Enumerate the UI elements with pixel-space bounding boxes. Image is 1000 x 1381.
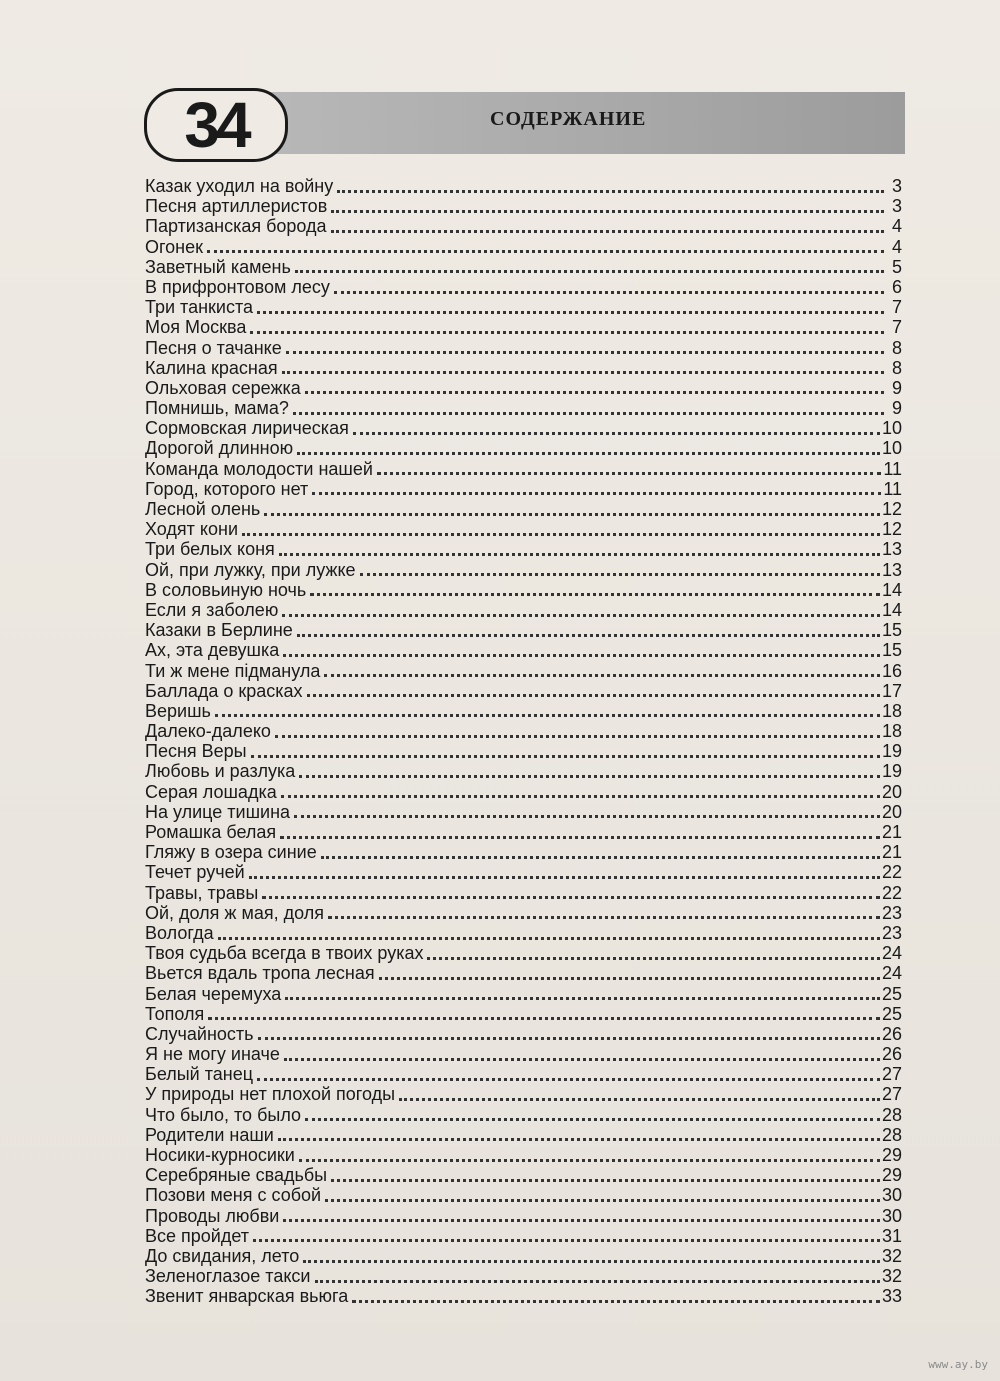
toc-entry bbox=[145, 1084, 902, 1104]
dot-leader bbox=[208, 1013, 880, 1020]
dot-leader bbox=[331, 1175, 880, 1182]
toc-entry-page: 13 bbox=[881, 539, 902, 560]
page-number-badge: 34 bbox=[144, 88, 288, 162]
dot-leader bbox=[352, 1296, 880, 1303]
toc-entry-page: 24 bbox=[881, 963, 902, 984]
toc-entry-title: Позови меня с собой bbox=[145, 1185, 322, 1206]
toc-entry bbox=[145, 600, 902, 620]
toc-entry bbox=[145, 1125, 902, 1145]
toc-entry bbox=[145, 1165, 902, 1185]
dot-leader bbox=[251, 751, 880, 758]
toc-entry bbox=[145, 216, 902, 236]
toc-entry-page: 28 bbox=[881, 1124, 902, 1145]
dot-leader bbox=[305, 387, 884, 394]
toc-entry bbox=[145, 519, 902, 539]
toc-entry-title: Вологда bbox=[145, 922, 214, 943]
toc-entry bbox=[145, 398, 902, 418]
toc-entry-page: 14 bbox=[881, 579, 902, 600]
dot-leader bbox=[293, 408, 884, 415]
toc-entry-page: 29 bbox=[881, 1145, 902, 1165]
toc-entry-page: 30 bbox=[881, 1185, 902, 1206]
toc-entry-page: 15 bbox=[881, 640, 902, 661]
toc-entry-title: Серебряные свадьбы bbox=[145, 1165, 328, 1186]
toc-entry-page: 9 bbox=[891, 377, 902, 398]
dot-leader bbox=[377, 468, 881, 475]
toc-entry bbox=[145, 378, 902, 398]
toc-entry-page: 27 bbox=[881, 1064, 902, 1085]
toc-entry-title: До свидания, лето bbox=[145, 1245, 300, 1266]
toc-entry-page: 12 bbox=[881, 519, 902, 540]
dot-leader bbox=[280, 832, 880, 839]
toc-entry bbox=[145, 1226, 902, 1246]
toc-entry-title: Случайность bbox=[145, 1023, 254, 1044]
dot-leader bbox=[297, 630, 880, 637]
dot-leader bbox=[278, 1134, 880, 1141]
toc-entry bbox=[145, 338, 902, 358]
toc-entry-page: 26 bbox=[881, 1044, 902, 1065]
toc-entry-title: Сормовская лирическая bbox=[145, 418, 349, 439]
dot-leader bbox=[218, 933, 880, 940]
toc-entry-page: 13 bbox=[881, 559, 902, 580]
table-of-contents bbox=[145, 176, 902, 1307]
toc-entry-title: Течет ручей bbox=[145, 862, 245, 883]
toc-entry bbox=[145, 1185, 902, 1205]
toc-entry bbox=[145, 963, 902, 983]
toc-entry-page: 18 bbox=[881, 721, 902, 742]
toc-entry bbox=[145, 721, 902, 741]
toc-entry bbox=[145, 317, 902, 337]
toc-entry bbox=[145, 176, 902, 196]
toc-entry-title: Ольховая сережка bbox=[145, 377, 301, 398]
toc-entry-page: 21 bbox=[881, 822, 902, 842]
page-title: СОДЕРЖАНИЕ bbox=[490, 108, 647, 130]
toc-entry-page: 16 bbox=[881, 660, 902, 681]
toc-entry-title: Баллада о красках bbox=[145, 680, 303, 701]
toc-entry-page: 15 bbox=[881, 620, 902, 641]
toc-entry bbox=[145, 1286, 902, 1306]
toc-entry-page: 28 bbox=[881, 1104, 902, 1125]
toc-entry-title: Зеленоглазое такси bbox=[145, 1266, 311, 1287]
toc-entry-page: 31 bbox=[881, 1225, 902, 1246]
toc-entry-title: Заветный камень bbox=[145, 256, 291, 277]
toc-entry-title: В соловьиную ночь bbox=[145, 579, 307, 600]
dot-leader bbox=[283, 1215, 880, 1222]
toc-entry-page: 9 bbox=[891, 398, 902, 419]
toc-entry bbox=[145, 1246, 902, 1266]
toc-entry-title: Проводы любви bbox=[145, 1205, 280, 1226]
toc-entry-page: 27 bbox=[881, 1084, 902, 1105]
toc-entry-page: 7 bbox=[891, 317, 902, 338]
toc-entry-title: Моя Москва bbox=[145, 317, 247, 338]
dot-leader bbox=[321, 852, 880, 859]
toc-entry bbox=[145, 297, 902, 317]
toc-entry-page: 18 bbox=[881, 700, 902, 721]
dot-leader bbox=[257, 307, 884, 314]
dot-leader bbox=[250, 327, 884, 334]
toc-entry-title: Песня о тачанке bbox=[145, 337, 282, 358]
dot-leader bbox=[337, 186, 884, 193]
dot-leader bbox=[215, 710, 880, 717]
dot-leader bbox=[331, 206, 884, 213]
toc-entry-page: 14 bbox=[881, 599, 902, 620]
toc-entry-title: Ходят кони bbox=[145, 519, 238, 540]
dot-leader bbox=[297, 448, 880, 455]
toc-entry-title: Команда молодости нашей bbox=[145, 458, 373, 479]
toc-entry-title: Родители наши bbox=[145, 1124, 274, 1145]
toc-entry-title: Далеко-далеко bbox=[145, 721, 271, 742]
toc-entry bbox=[145, 822, 902, 842]
toc-entry-page: 19 bbox=[881, 761, 902, 782]
toc-entry-title: Вьется вдаль тропа лесная bbox=[145, 963, 375, 984]
toc-entry-title: На улице тишина bbox=[145, 801, 291, 822]
toc-entry bbox=[145, 1145, 902, 1165]
toc-entry-page: 10 bbox=[881, 418, 902, 439]
toc-entry bbox=[145, 257, 902, 277]
dot-leader bbox=[207, 246, 884, 253]
toc-entry bbox=[145, 560, 902, 580]
toc-entry-page: 26 bbox=[881, 1023, 902, 1044]
toc-entry-title: Помнишь, мама? bbox=[145, 398, 289, 419]
dot-leader bbox=[399, 1094, 880, 1101]
dot-leader bbox=[294, 811, 880, 818]
dot-leader bbox=[334, 287, 884, 294]
toc-entry-title: Белая черемуха bbox=[145, 983, 282, 1004]
dot-leader bbox=[284, 1054, 880, 1061]
toc-entry bbox=[145, 661, 902, 681]
toc-entry bbox=[145, 237, 902, 257]
dot-leader bbox=[310, 589, 880, 596]
toc-entry-page: 5 bbox=[891, 256, 902, 277]
toc-entry bbox=[145, 499, 902, 519]
toc-entry-title: Ти ж мене пiдманула bbox=[145, 660, 321, 681]
dot-leader bbox=[303, 1256, 880, 1263]
toc-entry-page: 6 bbox=[891, 276, 902, 297]
dot-leader bbox=[312, 488, 881, 495]
dot-leader bbox=[331, 226, 884, 233]
toc-entry-title: Калина красная bbox=[145, 357, 278, 378]
toc-entry-page: 32 bbox=[881, 1245, 902, 1266]
toc-entry-title: Если я заболею bbox=[145, 599, 279, 620]
toc-entry-page: 17 bbox=[881, 680, 902, 701]
toc-entry bbox=[145, 1004, 902, 1024]
dot-leader bbox=[262, 892, 880, 899]
toc-entry bbox=[145, 1105, 902, 1125]
toc-entry bbox=[145, 883, 902, 903]
toc-entry-title: Белый танец bbox=[145, 1064, 254, 1085]
toc-entry bbox=[145, 459, 902, 479]
toc-entry-page: 8 bbox=[891, 337, 902, 358]
dot-leader bbox=[315, 1276, 880, 1283]
toc-entry-page: 30 bbox=[881, 1205, 902, 1226]
dot-leader bbox=[307, 690, 880, 697]
toc-entry-title: Город, которого нет bbox=[145, 478, 309, 499]
toc-entry-title: Дорогой длинною bbox=[145, 438, 294, 459]
dot-leader bbox=[295, 266, 884, 273]
toc-entry-title: Звенит январская вьюга bbox=[145, 1286, 349, 1307]
dot-leader bbox=[285, 993, 880, 1000]
toc-entry bbox=[145, 681, 902, 701]
toc-entry-title: Партизанская борода bbox=[145, 216, 327, 237]
toc-entry-page: 23 bbox=[881, 922, 902, 943]
page-header bbox=[140, 88, 905, 160]
toc-entry-page: 4 bbox=[891, 236, 902, 257]
toc-entry bbox=[145, 842, 902, 862]
toc-entry-title: Ах, эта девушка bbox=[145, 640, 280, 661]
dot-leader bbox=[305, 1114, 880, 1121]
dot-leader bbox=[282, 367, 884, 374]
toc-entry bbox=[145, 418, 902, 438]
toc-entry-title: Я не могу иначе bbox=[145, 1044, 280, 1065]
toc-entry-page: 10 bbox=[881, 438, 902, 459]
toc-entry-title: Тополя bbox=[145, 1003, 205, 1024]
toc-entry bbox=[145, 862, 902, 882]
dot-leader bbox=[275, 731, 880, 738]
toc-entry bbox=[145, 923, 902, 943]
watermark: www.ay.by bbox=[928, 1358, 988, 1371]
toc-entry-title: Серая лошадка bbox=[145, 781, 277, 802]
toc-entry-title: Носики-курносики bbox=[145, 1145, 295, 1165]
toc-entry-page: 3 bbox=[891, 196, 902, 217]
toc-entry bbox=[145, 1024, 902, 1044]
toc-entry-page: 32 bbox=[881, 1266, 902, 1287]
toc-entry-title: Все пройдет bbox=[145, 1225, 250, 1246]
dot-leader bbox=[299, 1155, 880, 1162]
toc-entry-page: 12 bbox=[881, 499, 902, 519]
toc-entry bbox=[145, 196, 902, 216]
dot-leader bbox=[328, 912, 880, 919]
dot-leader bbox=[283, 650, 880, 657]
dot-leader bbox=[282, 610, 880, 617]
toc-entry-page: 21 bbox=[881, 842, 902, 863]
toc-entry-title: Казаки в Берлине bbox=[145, 620, 293, 641]
toc-entry-page: 24 bbox=[881, 943, 902, 964]
dot-leader bbox=[353, 428, 880, 435]
dot-leader bbox=[258, 1033, 880, 1040]
toc-entry-title: Веришь bbox=[145, 700, 211, 721]
toc-entry-title: Твоя судьба всегда в твоих руках bbox=[145, 943, 424, 964]
toc-entry-page: 29 bbox=[881, 1165, 902, 1186]
toc-entry bbox=[145, 701, 902, 721]
dot-leader bbox=[286, 347, 884, 354]
dot-leader bbox=[249, 872, 880, 879]
toc-entry-page: 20 bbox=[881, 801, 902, 822]
toc-entry-page: 8 bbox=[891, 357, 902, 378]
dot-leader bbox=[379, 973, 880, 980]
dot-leader bbox=[427, 953, 879, 960]
toc-entry bbox=[145, 358, 902, 378]
toc-entry-title: Любовь и разлука bbox=[145, 761, 296, 782]
dot-leader bbox=[279, 549, 880, 556]
toc-entry-page: 22 bbox=[881, 882, 902, 903]
toc-entry bbox=[145, 277, 902, 297]
dot-leader bbox=[253, 1235, 880, 1242]
toc-entry-page: 25 bbox=[881, 1003, 902, 1024]
toc-entry bbox=[145, 903, 902, 923]
toc-entry-page: 25 bbox=[881, 983, 902, 1004]
toc-entry-page: 7 bbox=[891, 297, 902, 318]
toc-entry-title: Лесной олень bbox=[145, 499, 261, 519]
toc-entry-title: Песня Веры bbox=[145, 741, 247, 762]
toc-entry bbox=[145, 539, 902, 559]
toc-entry bbox=[145, 943, 902, 963]
toc-entry bbox=[145, 438, 902, 458]
toc-entry bbox=[145, 1064, 902, 1084]
toc-entry bbox=[145, 741, 902, 761]
toc-entry bbox=[145, 580, 902, 600]
toc-entry-title: Ой, при лужку, при лужке bbox=[145, 559, 356, 580]
toc-entry-page: 11 bbox=[883, 478, 902, 499]
toc-entry-title: У природы нет плохой погоды bbox=[145, 1084, 396, 1105]
toc-entry bbox=[145, 479, 902, 499]
toc-entry-title: Казак уходил на войну bbox=[145, 176, 334, 196]
dot-leader bbox=[257, 1074, 880, 1081]
toc-entry bbox=[145, 1266, 902, 1286]
toc-entry bbox=[145, 802, 902, 822]
dot-leader bbox=[281, 791, 880, 798]
toc-entry-page: 11 bbox=[883, 458, 902, 479]
toc-entry-title: Ой, доля ж мая, доля bbox=[145, 902, 324, 923]
toc-entry-title: Три танкиста bbox=[145, 297, 254, 318]
toc-entry-title: Огонек bbox=[145, 236, 204, 257]
toc-entry-page: 3 bbox=[891, 176, 902, 196]
toc-entry bbox=[145, 620, 902, 640]
toc-entry-title: Гляжу в озера синие bbox=[145, 842, 317, 863]
toc-entry-title: Песня артиллеристов bbox=[145, 196, 328, 217]
toc-entry-page: 23 bbox=[881, 902, 902, 923]
dot-leader bbox=[242, 529, 880, 536]
toc-entry-page: 4 bbox=[891, 216, 902, 237]
toc-entry-page: 22 bbox=[881, 862, 902, 883]
dot-leader bbox=[360, 569, 880, 576]
toc-entry bbox=[145, 1044, 902, 1064]
toc-entry-title: Ромашка белая bbox=[145, 822, 277, 842]
toc-entry-title: Травы, травы bbox=[145, 882, 259, 903]
toc-entry bbox=[145, 640, 902, 660]
toc-entry-page: 20 bbox=[881, 781, 902, 802]
toc-entry-title: В прифронтовом лесу bbox=[145, 276, 330, 297]
toc-entry bbox=[145, 984, 902, 1004]
dot-leader bbox=[264, 509, 880, 516]
toc-entry-page: 19 bbox=[881, 741, 902, 762]
dot-leader bbox=[325, 1195, 880, 1202]
dot-leader bbox=[324, 670, 880, 677]
toc-entry-title: Три белых коня bbox=[145, 539, 275, 560]
toc-entry bbox=[145, 782, 902, 802]
toc-entry-title: Что было, то было bbox=[145, 1104, 302, 1125]
toc-entry bbox=[145, 761, 902, 781]
dot-leader bbox=[299, 771, 880, 778]
toc-entry bbox=[145, 1206, 902, 1226]
toc-entry-page: 33 bbox=[881, 1286, 902, 1307]
